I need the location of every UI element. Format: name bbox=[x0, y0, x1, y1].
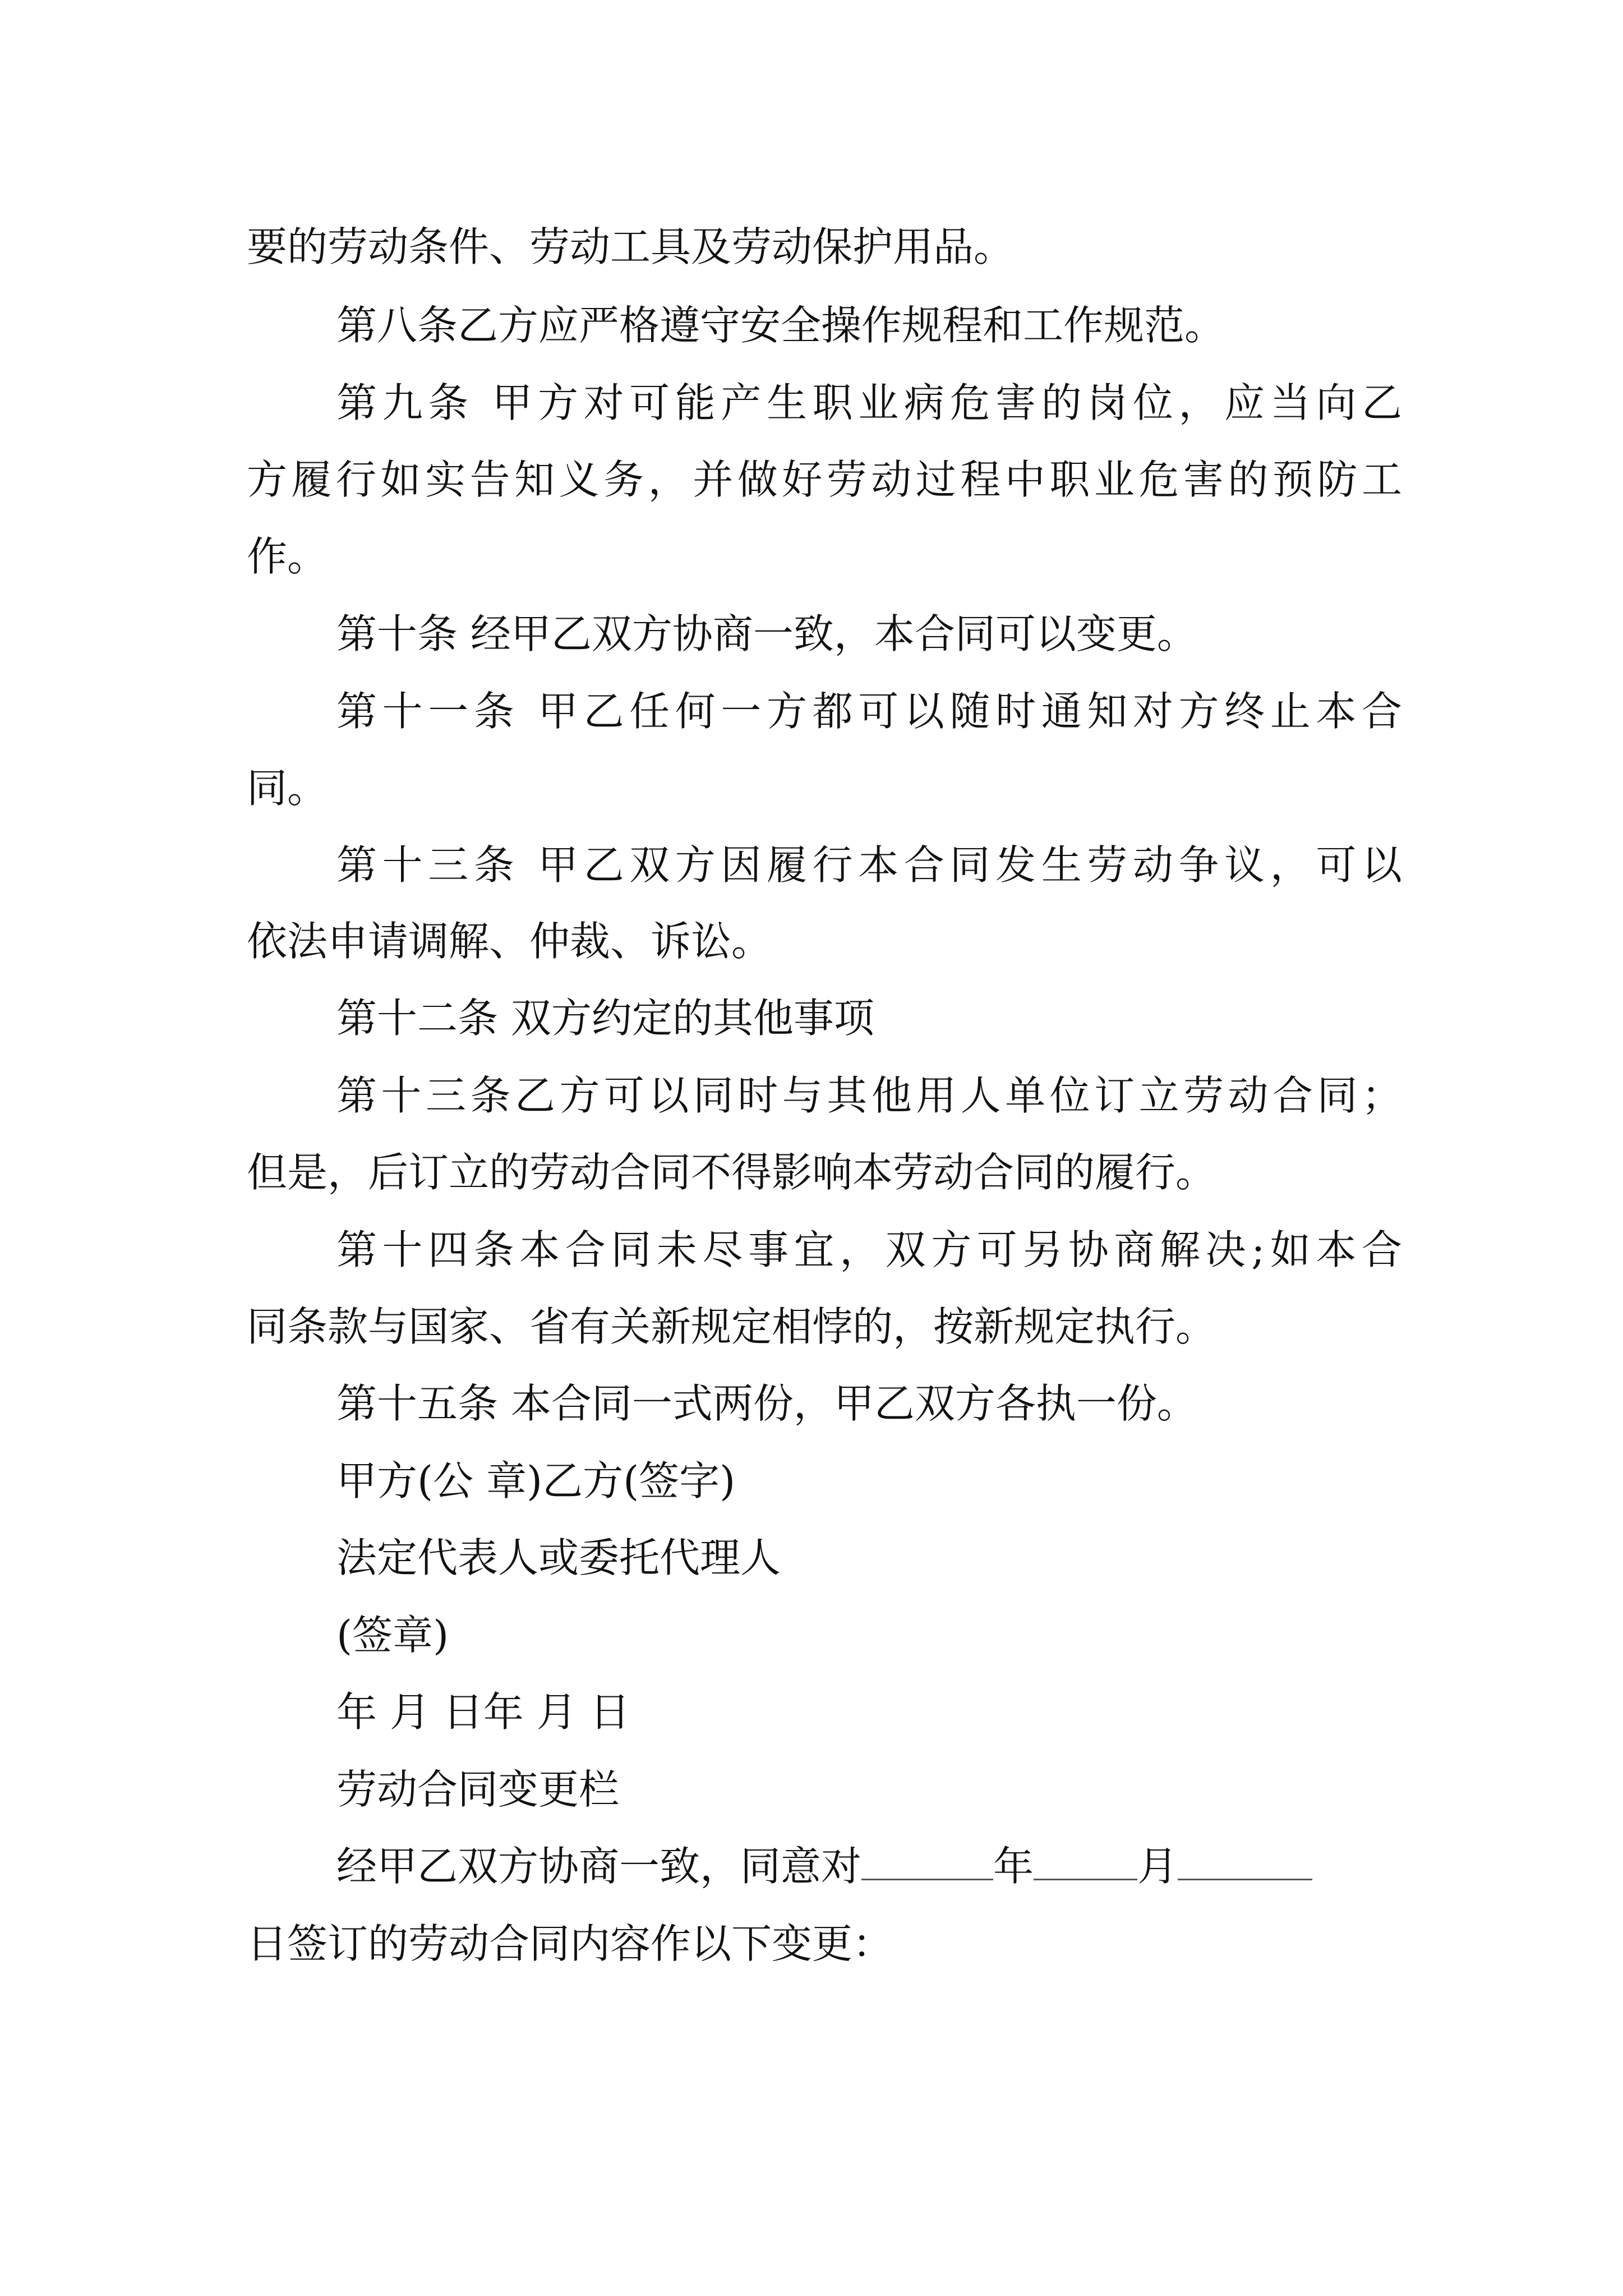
signing-date: 年 月 日年 月 日 bbox=[336, 1688, 630, 1736]
legal-representative: 法定代表人或委托代理人 bbox=[336, 1534, 781, 1581]
clause-9-cont: 方履行如实告知义务，并做好劳动过程中职业危害的预防工 bbox=[247, 456, 1402, 503]
clause-10: 第十条 经甲乙双方协商一致，本合同可以变更。 bbox=[336, 610, 1197, 657]
change-clause bbox=[336, 1838, 1402, 1894]
signature-seal: (签章) bbox=[336, 1612, 449, 1659]
clause-8: 第八条乙方应严格遵守安全操作规程和工作规范。 bbox=[336, 302, 1225, 349]
clause-13: 第十三条乙方可以同时与其他用人单位订立劳动合同； bbox=[336, 1072, 1402, 1119]
clause-text-line: 要的劳动条件、劳动工具及劳动保护用品。 bbox=[247, 223, 1015, 270]
clause-12: 第十二条 双方约定的其他事项 bbox=[336, 995, 874, 1042]
clause-14: 第十四条本合同未尽事宜，双方可另协商解决;如本合 bbox=[336, 1226, 1402, 1273]
clause-14-cont: 同条款与国家、省有关新规定相悖的，按新规定执行。 bbox=[247, 1303, 1216, 1350]
change-clause-cont: 日签订的劳动合同内容作以下变更： bbox=[247, 1920, 893, 1967]
clause-9: 第九条 甲方对可能产生职业病危害的岗位，应当向乙 bbox=[336, 379, 1402, 426]
clause-11: 第十一条 甲乙任何一方都可以随时通知对方终止本合 bbox=[336, 688, 1402, 735]
clause-9-end: 作。 bbox=[247, 533, 328, 580]
signature-parties: 甲方(公 章)乙方(签字) bbox=[336, 1457, 736, 1504]
change-clause-month: 月 bbox=[1137, 1843, 1178, 1890]
blank-day-field[interactable] bbox=[1178, 1838, 1312, 1880]
blank-year-field[interactable] bbox=[861, 1838, 993, 1880]
blank-month-field[interactable] bbox=[1034, 1838, 1137, 1880]
clause-13-dispute: 第十三条 甲乙双方因履行本合同发生劳动争议，可以 bbox=[336, 841, 1402, 889]
clause-15: 第十五条 本合同一式两份，甲乙双方各执一份。 bbox=[336, 1380, 1197, 1427]
change-clause-prefix: 经甲乙双方协商一致，同意对 bbox=[336, 1843, 862, 1890]
clause-11-end: 同。 bbox=[247, 765, 328, 812]
change-section-title: 劳动合同变更栏 bbox=[336, 1766, 620, 1813]
clause-13-dispute-cont: 依法申请调解、仲裁、诉讼。 bbox=[247, 918, 772, 965]
change-clause-year: 年 bbox=[993, 1843, 1034, 1890]
clause-13-cont: 但是，后订立的劳动合同不得影响本劳动合同的履行。 bbox=[247, 1149, 1216, 1196]
